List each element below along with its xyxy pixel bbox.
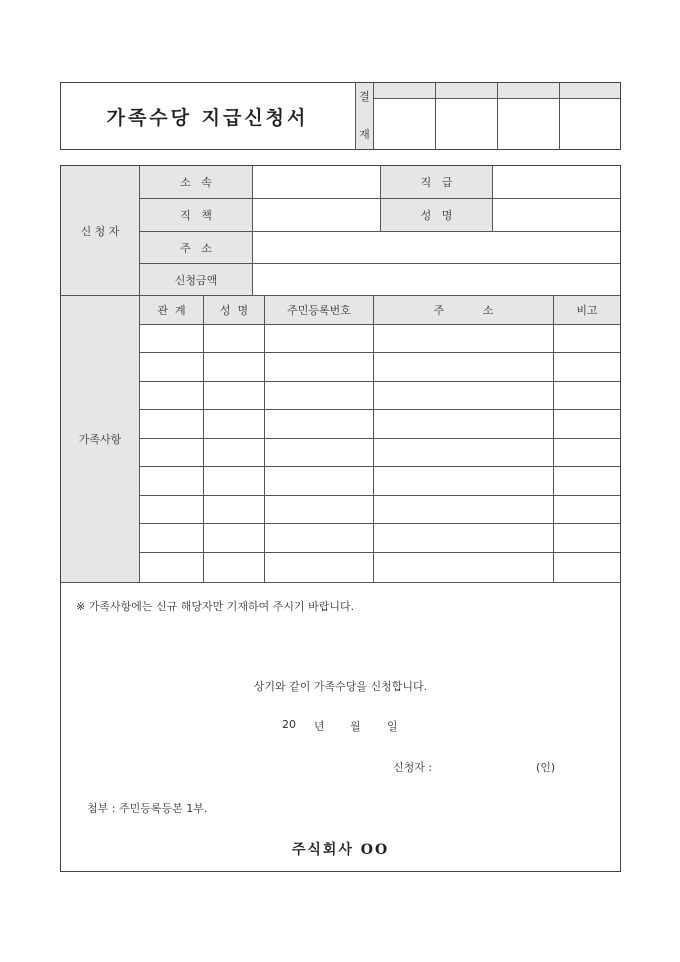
family-section-label: 가족사항 <box>78 433 122 446</box>
amount-label: 신청금액 <box>174 273 218 287</box>
rank-field[interactable] <box>493 166 620 198</box>
amount-field[interactable] <box>253 264 620 295</box>
date-year-unit: 년 <box>314 720 325 733</box>
affiliation-field[interactable] <box>253 166 380 198</box>
date-day-unit: 일 <box>387 720 398 733</box>
approval-col-1 <box>435 82 436 150</box>
name-field[interactable] <box>493 199 620 231</box>
family-header-remarks: 비고 <box>576 304 598 317</box>
family-header-line <box>139 324 621 325</box>
address-label: 주 소 <box>180 241 212 255</box>
family-row-line <box>139 495 621 496</box>
family-header-name: 성 명 <box>219 304 249 317</box>
family-row-line <box>139 381 621 382</box>
family-row-line <box>139 438 621 439</box>
company-name: 주식회사 OO <box>291 842 390 858</box>
approval-label-2: 재 <box>359 128 370 141</box>
family-row-line <box>139 552 621 553</box>
affiliation-label: 소 속 <box>180 176 212 189</box>
seal-mark: (인) <box>536 761 556 774</box>
family-row-line <box>139 352 621 353</box>
position-field[interactable] <box>253 199 380 231</box>
approval-col-3 <box>559 82 560 150</box>
family-bottom-line <box>60 582 621 583</box>
applicant-section-label: 신 청 자 <box>80 224 120 238</box>
family-header-relation: 관 계 <box>157 304 186 317</box>
rank-label: 직 급 <box>420 176 453 189</box>
name-label: 성 명 <box>420 209 453 222</box>
approval-col-2 <box>497 82 498 150</box>
notice-text: ※ 가족사항에는 신규 해당자만 기재하여 주시기 바랍니다. <box>76 600 355 613</box>
family-row-line <box>139 409 621 410</box>
date-month-unit: 월 <box>350 720 361 733</box>
family-row-line <box>139 523 621 524</box>
attachment-text: 첨부 : 주민등록등본 1부. <box>87 802 208 815</box>
family-header-resident-number: 주민등록번호 <box>287 304 351 317</box>
form-title: 가족수당 지급신청서 <box>106 106 309 129</box>
application-statement: 상기와 같이 가족수당을 신청합니다. <box>253 680 428 693</box>
family-header-address: 주 소 <box>433 304 494 317</box>
applicant-signature-label: 신청자 : <box>393 761 433 774</box>
date-year[interactable]: 20 <box>282 718 296 731</box>
address-field[interactable] <box>253 232 620 263</box>
position-label: 직 책 <box>180 209 212 222</box>
approval-label-1: 결 <box>359 90 370 103</box>
family-row-line <box>139 466 621 467</box>
